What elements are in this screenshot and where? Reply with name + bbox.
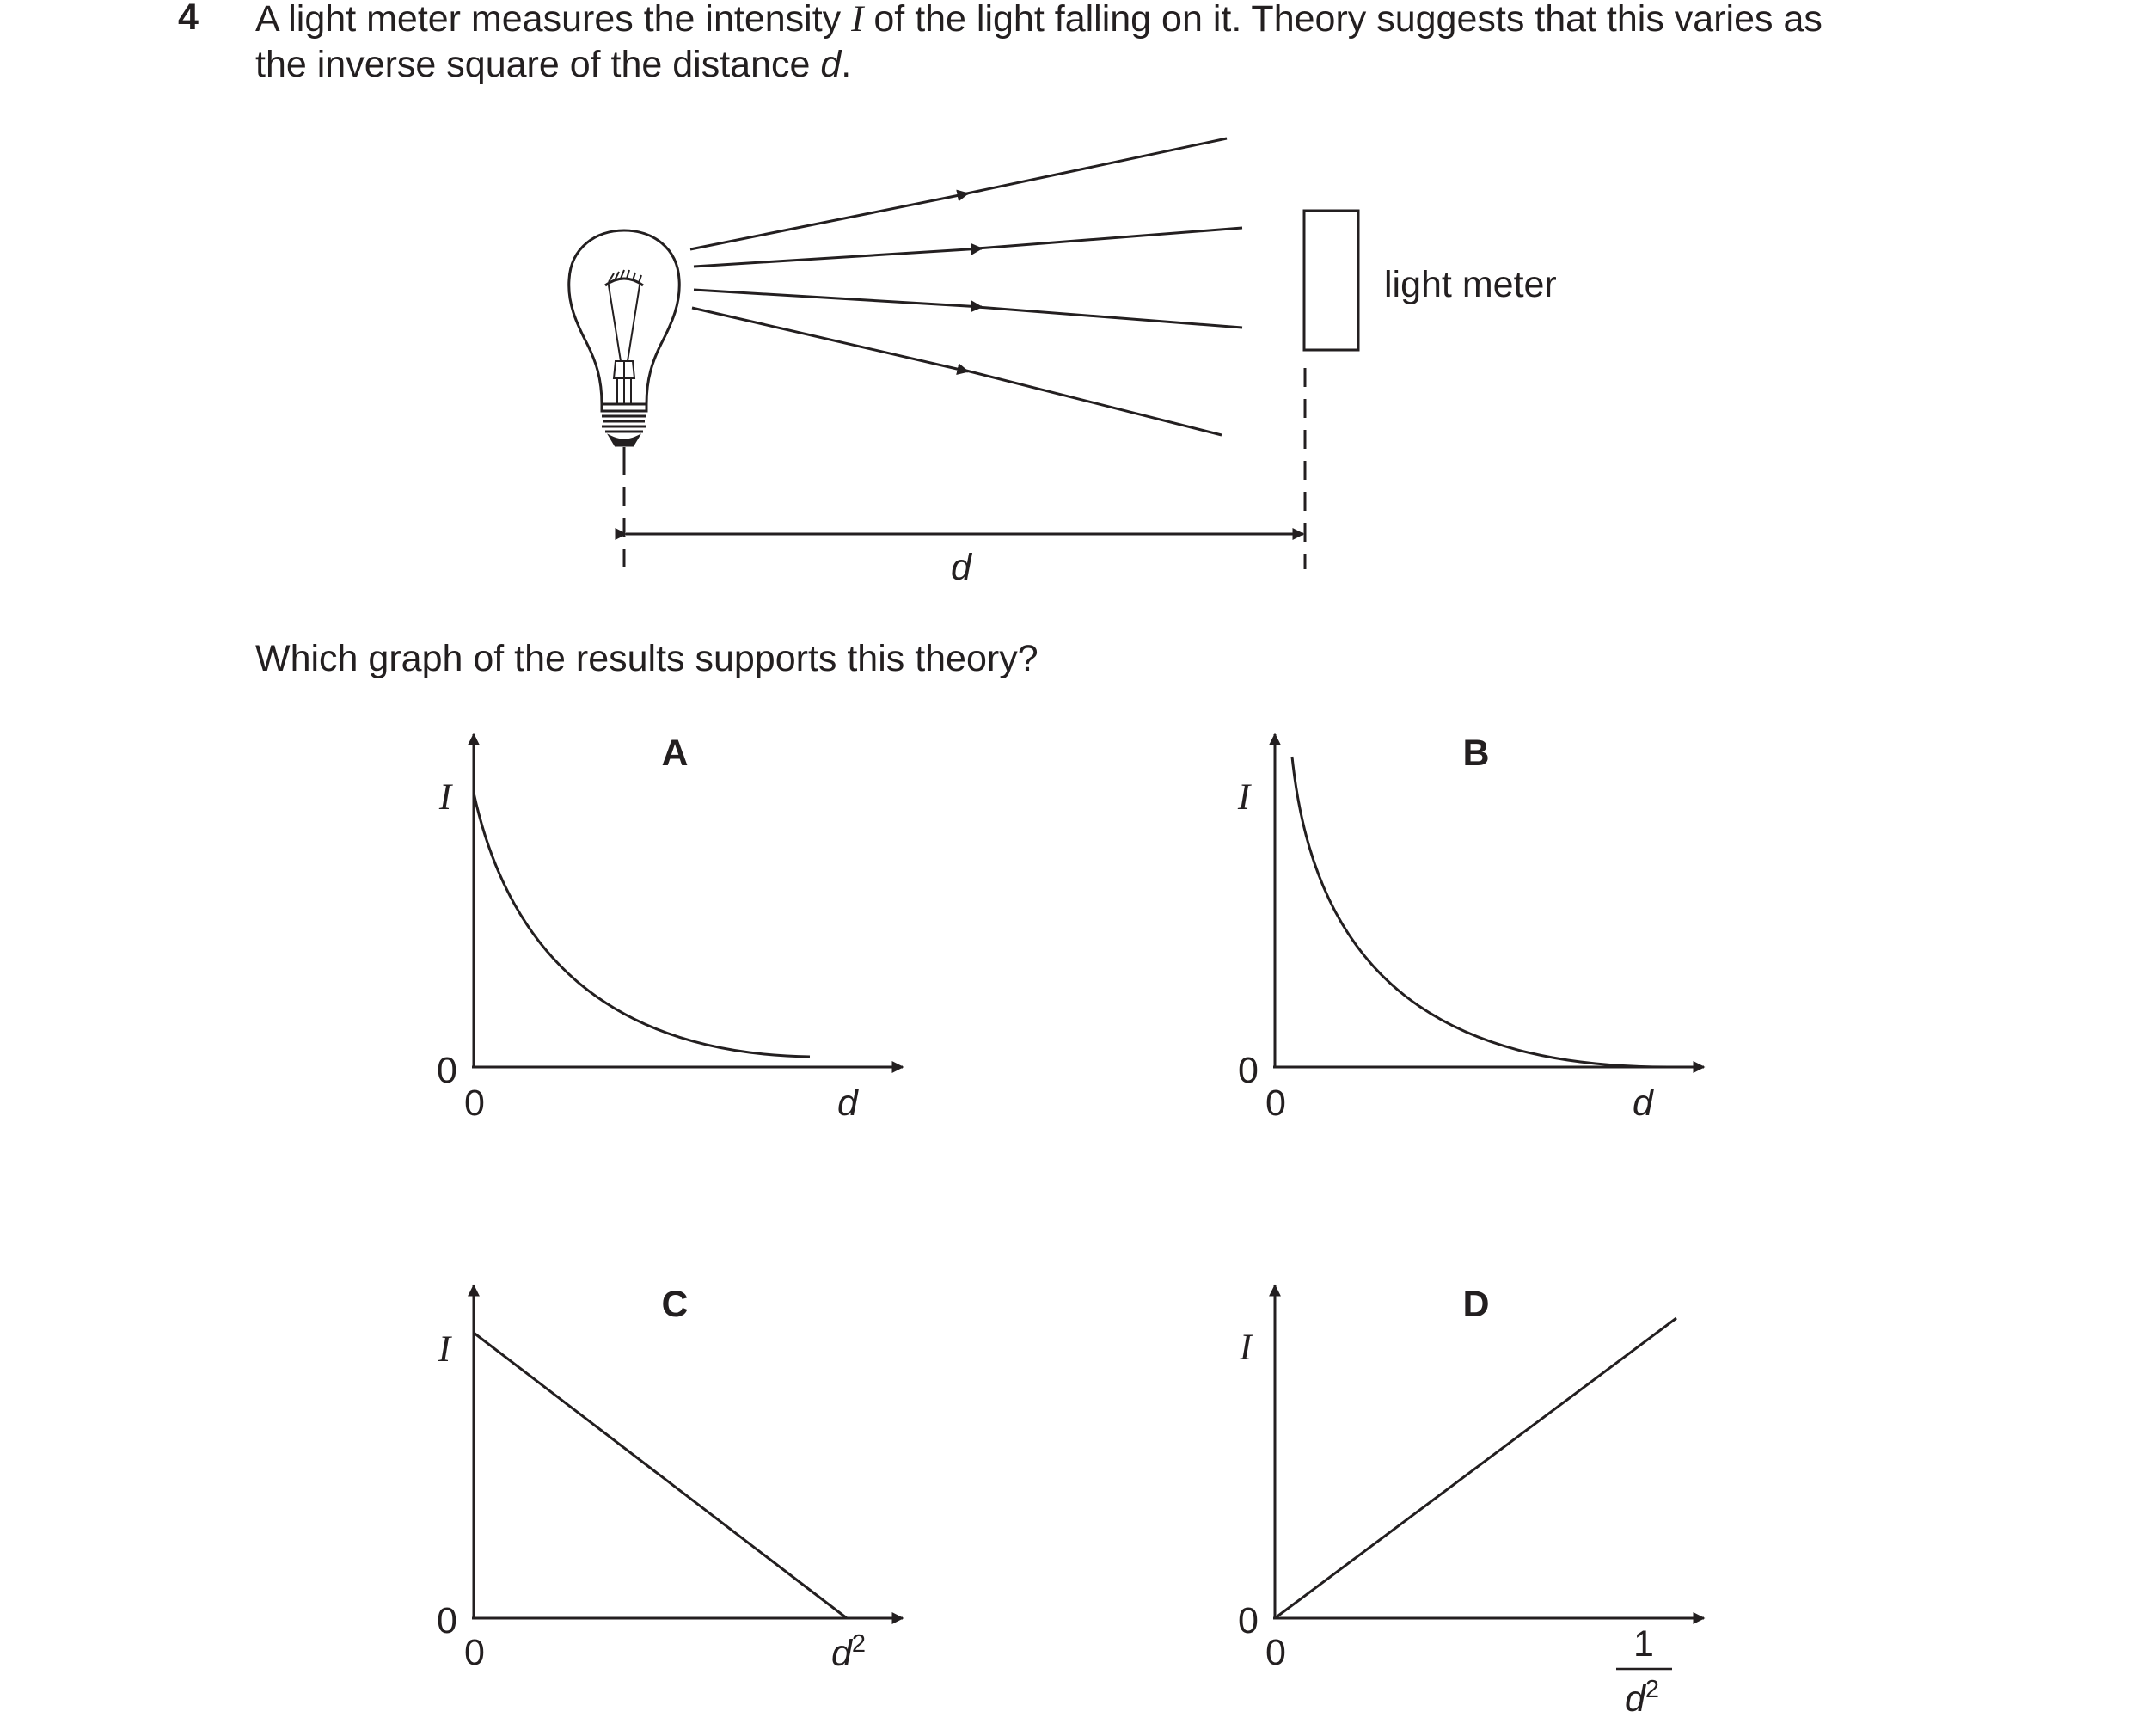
question-text-part: of the light falling on it. Theory suggests that this varies as	[863, 0, 1823, 40]
y-axis-label: I	[438, 777, 452, 818]
x-origin-label: 0	[464, 1083, 485, 1124]
graph-letter: B	[1462, 733, 1490, 774]
distance-symbol: d	[820, 44, 842, 85]
light-meter-box	[1304, 211, 1358, 350]
light-ray-1	[690, 193, 968, 249]
x-axis-label	[831, 1630, 866, 1674]
x-axis-label-denominator	[1625, 1676, 1659, 1720]
x-origin-label: 0	[1265, 1083, 1286, 1124]
x-axis-label-numerator: 1	[1633, 1623, 1654, 1665]
x-origin-label: 0	[464, 1632, 485, 1673]
graph-b	[1237, 733, 1704, 1124]
y-axis-label: I	[1237, 777, 1251, 818]
x-axis-label-exponent: 2	[1645, 1676, 1660, 1703]
line-d	[1275, 1318, 1676, 1618]
light-ray-1-continued	[963, 138, 1227, 194]
y-origin-label: 0	[1238, 1600, 1259, 1641]
y-axis-label: I	[1239, 1328, 1253, 1368]
light-ray-4	[692, 308, 968, 371]
x-axis-label: d	[837, 1083, 858, 1124]
y-axis-label: I	[438, 1329, 451, 1370]
graph-c	[437, 1284, 903, 1674]
graph-letter: C	[661, 1284, 689, 1325]
graph-d	[1238, 1284, 1704, 1720]
x-origin-label: 0	[1265, 1632, 1286, 1673]
x-axis-label-base: d	[830, 1633, 852, 1674]
light-meter-label: light meter	[1384, 264, 1557, 305]
y-origin-label: 0	[1238, 1050, 1259, 1091]
question-text-part: A light meter measures the intensity	[255, 0, 852, 40]
x-axis-label-exponent: 2	[851, 1630, 867, 1658]
question-number: 4	[178, 0, 199, 38]
line-c	[474, 1333, 847, 1618]
light-ray-3	[694, 290, 982, 307]
curve-a	[474, 793, 810, 1057]
x-axis-label: d	[1633, 1083, 1653, 1124]
light-bulb-icon	[569, 230, 680, 457]
question-text-part: the inverse square of the distance	[255, 44, 821, 85]
graph-letter: D	[1462, 1284, 1490, 1325]
light-ray-2	[694, 248, 982, 267]
light-ray-2-continued	[977, 228, 1242, 248]
graph-letter: A	[661, 733, 689, 774]
light-ray-3-continued	[977, 307, 1242, 328]
x-axis-label-base: d	[1624, 1678, 1645, 1720]
question-text-part: .	[841, 44, 852, 85]
y-origin-label: 0	[437, 1050, 457, 1091]
light-rays	[690, 138, 1242, 435]
y-origin-label: 0	[437, 1600, 457, 1641]
curve-b	[1292, 757, 1668, 1067]
intensity-symbol: I	[851, 0, 864, 40]
graph-a	[437, 733, 903, 1124]
distance-label: d	[951, 547, 971, 588]
question-prompt: Which graph of the results supports this theory?	[255, 638, 1038, 679]
light-ray-4-continued	[963, 370, 1222, 435]
